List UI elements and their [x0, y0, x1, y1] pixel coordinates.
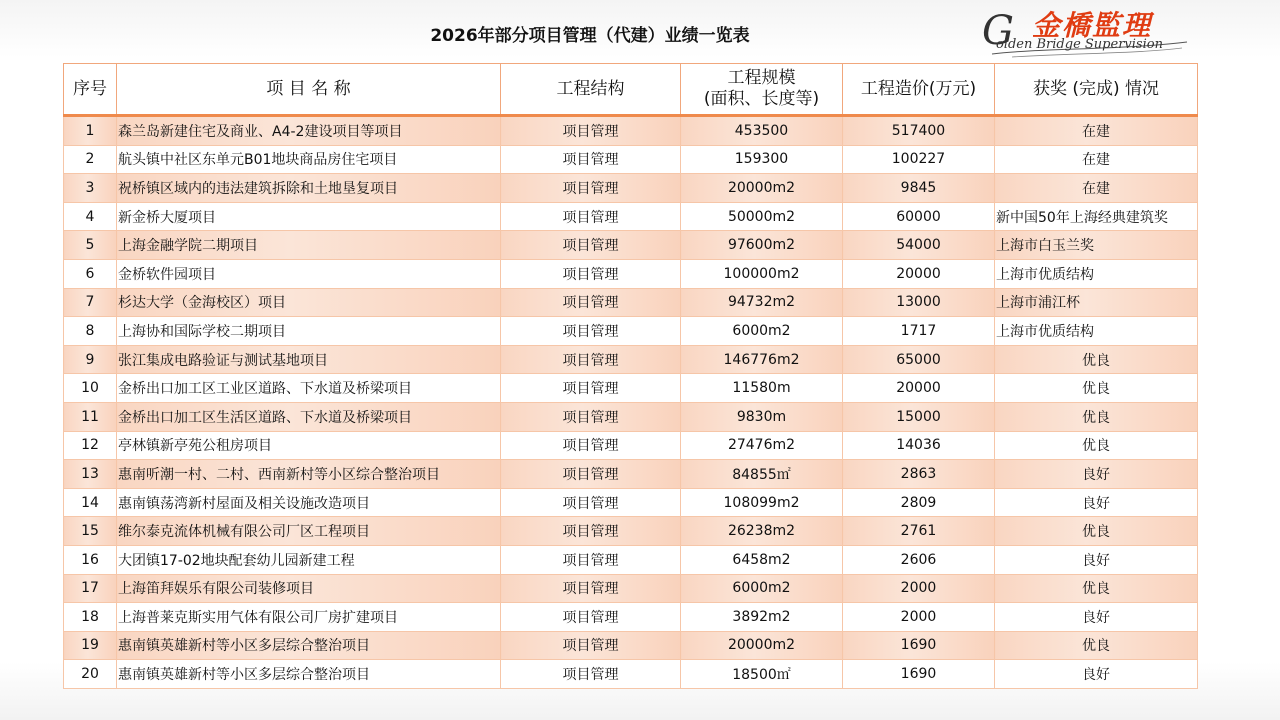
cell-no: 18	[64, 603, 117, 632]
cell-cost: 14036	[843, 431, 995, 460]
cell-project-name: 上海协和国际学校二期项目	[117, 317, 501, 346]
cell-scale: 3892m2	[681, 603, 843, 632]
table-row	[64, 345, 1198, 374]
cell-structure: 项目管理	[501, 431, 681, 460]
cell-award: 良好	[995, 545, 1198, 574]
cell-award: 在建	[995, 174, 1198, 203]
table-header-row	[64, 64, 1198, 116]
table-row	[64, 174, 1198, 203]
table-row	[64, 545, 1198, 574]
cell-award: 优良	[995, 631, 1198, 660]
cell-project-name: 惠南镇英雄新村等小区多层综合整治项目	[117, 660, 501, 689]
cell-no: 2	[64, 145, 117, 174]
cell-award: 上海市优质结构	[995, 317, 1198, 346]
cell-no: 1	[64, 116, 117, 146]
cell-project-name: 大团镇17-02地块配套幼儿园新建工程	[117, 545, 501, 574]
header-scale-line1: 工程规模	[727, 68, 796, 88]
cell-cost: 60000	[843, 202, 995, 231]
cell-no: 12	[64, 431, 117, 460]
header-no: 序号	[64, 64, 117, 116]
cell-project-name: 惠南镇英雄新村等小区多层综合整治项目	[117, 631, 501, 660]
cell-award: 优良	[995, 431, 1198, 460]
cell-no: 3	[64, 174, 117, 203]
cell-award: 优良	[995, 517, 1198, 546]
cell-no: 6	[64, 259, 117, 288]
cell-scale: 146776m2	[681, 345, 843, 374]
cell-structure: 项目管理	[501, 116, 681, 146]
cell-cost: 20000	[843, 374, 995, 403]
cell-cost: 2606	[843, 545, 995, 574]
cell-award: 优良	[995, 345, 1198, 374]
cell-project-name: 惠南听潮一村、二村、西南新村等小区综合整治项目	[117, 460, 501, 489]
cell-no: 13	[64, 460, 117, 489]
cell-structure: 项目管理	[501, 574, 681, 603]
cell-scale: 6000m2	[681, 574, 843, 603]
logo-chinese-name: 金橋監理	[1032, 9, 1153, 42]
cell-structure: 项目管理	[501, 174, 681, 203]
cell-no: 10	[64, 374, 117, 403]
cell-scale: 18500㎡	[681, 660, 843, 689]
cell-no: 16	[64, 545, 117, 574]
table-row	[64, 374, 1198, 403]
table-row	[64, 517, 1198, 546]
company-logo	[982, 4, 1192, 60]
table-row	[64, 574, 1198, 603]
header-scale	[681, 64, 843, 116]
cell-scale: 100000m2	[681, 259, 843, 288]
header-award: 获奖 (完成) 情况	[995, 64, 1198, 116]
cell-cost: 2761	[843, 517, 995, 546]
cell-no: 15	[64, 517, 117, 546]
cell-cost: 20000	[843, 259, 995, 288]
cell-cost: 517400	[843, 116, 995, 146]
cell-project-name: 新金桥大厦项目	[117, 202, 501, 231]
table-row	[64, 202, 1198, 231]
cell-award: 新中国50年上海经典建筑奖	[995, 202, 1198, 231]
cell-cost: 9845	[843, 174, 995, 203]
cell-project-name: 亭林镇新亭苑公租房项目	[117, 431, 501, 460]
cell-cost: 2000	[843, 603, 995, 632]
logo-initial: G	[982, 8, 1014, 54]
cell-no: 11	[64, 402, 117, 431]
cell-cost: 13000	[843, 288, 995, 317]
cell-scale: 6458m2	[681, 545, 843, 574]
cell-scale: 94732m2	[681, 288, 843, 317]
cell-scale: 9830m	[681, 402, 843, 431]
cell-structure: 项目管理	[501, 603, 681, 632]
cell-scale: 159300	[681, 145, 843, 174]
cell-structure: 项目管理	[501, 517, 681, 546]
header-structure: 工程结构	[501, 64, 681, 116]
header-name: 项 目 名 称	[117, 64, 501, 116]
cell-structure: 项目管理	[501, 231, 681, 260]
cell-structure: 项目管理	[501, 288, 681, 317]
cell-no: 8	[64, 317, 117, 346]
cell-project-name: 上海普莱克斯实用气体有限公司厂房扩建项目	[117, 603, 501, 632]
table-row	[64, 116, 1198, 146]
cell-cost: 65000	[843, 345, 995, 374]
header-scale-line2: (面积、长度等)	[703, 89, 820, 109]
cell-structure: 项目管理	[501, 202, 681, 231]
cell-cost: 1690	[843, 660, 995, 689]
cell-award: 良好	[995, 603, 1198, 632]
cell-project-name: 金桥软件园项目	[117, 259, 501, 288]
cell-structure: 项目管理	[501, 374, 681, 403]
table-row	[64, 631, 1198, 660]
cell-award: 在建	[995, 145, 1198, 174]
cell-cost: 1690	[843, 631, 995, 660]
cell-scale: 50000m2	[681, 202, 843, 231]
table-row	[64, 259, 1198, 288]
cell-project-name: 惠南镇荡湾新村屋面及相关设施改造项目	[117, 488, 501, 517]
cell-scale: 20000m2	[681, 631, 843, 660]
table-row	[64, 460, 1198, 489]
cell-structure: 项目管理	[501, 145, 681, 174]
table-row	[64, 288, 1198, 317]
cell-scale: 11580m	[681, 374, 843, 403]
cell-project-name: 金桥出口加工区工业区道路、下水道及桥梁项目	[117, 374, 501, 403]
cell-scale: 108099m2	[681, 488, 843, 517]
cell-no: 4	[64, 202, 117, 231]
cell-no: 17	[64, 574, 117, 603]
cell-project-name: 上海金融学院二期项目	[117, 231, 501, 260]
table-row	[64, 660, 1198, 689]
cell-no: 5	[64, 231, 117, 260]
cell-project-name: 森兰岛新建住宅及商业、A4-2建设项目等项目	[117, 116, 501, 146]
cell-award: 优良	[995, 374, 1198, 403]
cell-no: 20	[64, 660, 117, 689]
table-row	[64, 145, 1198, 174]
cell-structure: 项目管理	[501, 259, 681, 288]
table-row	[64, 603, 1198, 632]
cell-no: 7	[64, 288, 117, 317]
performance-table	[63, 63, 1198, 689]
cell-structure: 项目管理	[501, 402, 681, 431]
cell-scale: 84855㎡	[681, 460, 843, 489]
cell-project-name: 维尔泰克流体机械有限公司厂区工程项目	[117, 517, 501, 546]
page-title: 2026年部分项目管理（代建）业绩一览表	[430, 26, 750, 46]
cell-structure: 项目管理	[501, 488, 681, 517]
cell-scale: 6000m2	[681, 317, 843, 346]
table-row	[64, 317, 1198, 346]
cell-structure: 项目管理	[501, 317, 681, 346]
cell-cost: 100227	[843, 145, 995, 174]
cell-award: 上海市优质结构	[995, 259, 1198, 288]
table-body	[64, 116, 1198, 689]
cell-structure: 项目管理	[501, 345, 681, 374]
cell-scale: 453500	[681, 116, 843, 146]
cell-award: 良好	[995, 660, 1198, 689]
cell-structure: 项目管理	[501, 460, 681, 489]
table-row	[64, 431, 1198, 460]
cell-no: 9	[64, 345, 117, 374]
table-row	[64, 231, 1198, 260]
cell-structure: 项目管理	[501, 631, 681, 660]
table-row	[64, 402, 1198, 431]
cell-cost: 2809	[843, 488, 995, 517]
cell-project-name: 上海笛拜娱乐有限公司装修项目	[117, 574, 501, 603]
cell-award: 在建	[995, 116, 1198, 146]
cell-no: 19	[64, 631, 117, 660]
cell-award: 良好	[995, 488, 1198, 517]
cell-project-name: 张江集成电路验证与测试基地项目	[117, 345, 501, 374]
cell-award: 良好	[995, 460, 1198, 489]
cell-project-name: 金桥出口加工区生活区道路、下水道及桥梁项目	[117, 402, 501, 431]
cell-scale: 97600m2	[681, 231, 843, 260]
logo-english-name: olden Bridge Supervision	[996, 37, 1163, 52]
cell-scale: 27476m2	[681, 431, 843, 460]
cell-structure: 项目管理	[501, 660, 681, 689]
cell-cost: 1717	[843, 317, 995, 346]
cell-award: 优良	[995, 574, 1198, 603]
cell-no: 14	[64, 488, 117, 517]
cell-award: 上海市浦江杯	[995, 288, 1198, 317]
cell-award: 优良	[995, 402, 1198, 431]
cell-project-name: 杉达大学（金海校区）项目	[117, 288, 501, 317]
cell-scale: 20000m2	[681, 174, 843, 203]
cell-cost: 2000	[843, 574, 995, 603]
cell-project-name: 祝桥镇区域内的违法建筑拆除和土地垦复项目	[117, 174, 501, 203]
table-row	[64, 488, 1198, 517]
cell-cost: 15000	[843, 402, 995, 431]
cell-structure: 项目管理	[501, 545, 681, 574]
cell-cost: 54000	[843, 231, 995, 260]
cell-project-name: 航头镇中社区东单元B01地块商品房住宅项目	[117, 145, 501, 174]
cell-cost: 2863	[843, 460, 995, 489]
cell-scale: 26238m2	[681, 517, 843, 546]
header-cost: 工程造价(万元)	[843, 64, 995, 116]
cell-award: 上海市白玉兰奖	[995, 231, 1198, 260]
